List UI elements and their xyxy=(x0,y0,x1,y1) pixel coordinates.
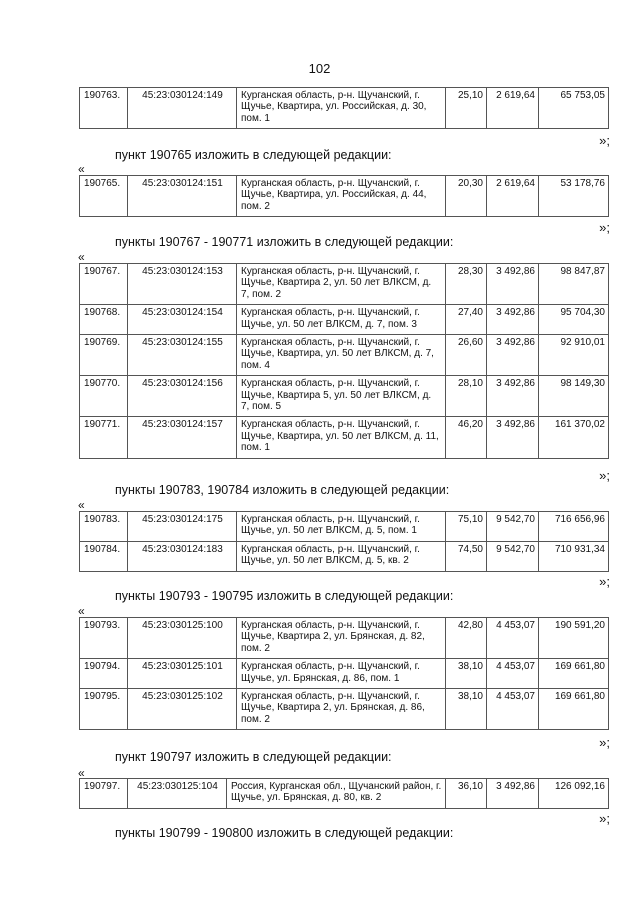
cadastral-number: 45:23:030125:101 xyxy=(128,659,237,689)
instruction-text: пункты 190783, 190784 изложить в следующей редакции: xyxy=(115,483,450,497)
cadastral-value-cell: 98 149,30 xyxy=(539,376,609,417)
closing-quote: »; xyxy=(599,574,610,589)
table-row xyxy=(80,176,609,217)
row-number: 190795. xyxy=(80,689,128,730)
address-cell: Курганская область, р-н. Щучанский, г. Щучье, Квартира 2, ул. Брянская, д. 82, пом. 2 xyxy=(237,618,446,659)
address-cell: Курганская область, р-н. Щучанский, г. Щучье, ул. 50 лет ВЛКСМ, д. 5, пом. 1 xyxy=(237,512,446,542)
cadastral-number: 45:23:030125:100 xyxy=(128,618,237,659)
area-cell: 38,10 xyxy=(446,659,487,689)
cadastral-number: 45:23:030124:151 xyxy=(128,176,237,217)
opening-quote: « xyxy=(78,162,85,176)
cadastral-price-cell: 2 619,64 xyxy=(487,176,539,217)
closing-quote: »; xyxy=(599,220,610,235)
instruction-text: пункт 190797 изложить в следующей редакции: xyxy=(115,750,392,764)
area-cell: 20,30 xyxy=(446,176,487,217)
cadastral-price-cell: 9 542,70 xyxy=(487,541,539,571)
row-number: 190784. xyxy=(80,541,128,571)
register-table xyxy=(79,617,609,730)
row-number: 190783. xyxy=(80,512,128,542)
row-number: 190770. xyxy=(80,376,128,417)
table-row xyxy=(80,417,609,458)
cadastral-value-cell: 53 178,76 xyxy=(539,176,609,217)
cadastral-value-cell: 161 370,02 xyxy=(539,417,609,458)
cadastral-value-cell: 169 661,80 xyxy=(539,689,609,730)
address-cell: Курганская область, р-н. Щучанский, г. Щучье, Квартира 2, ул. Брянская, д. 86, пом. 2 xyxy=(237,689,446,730)
address-cell: Курганская область, р-н. Щучанский, г. Щучье, Квартира, ул. 50 лет ВЛКСМ, д. 11, пом. 1 xyxy=(237,417,446,458)
row-number: 190765. xyxy=(80,176,128,217)
table-row xyxy=(80,659,609,689)
instruction-text: пункт 190765 изложить в следующей редакции: xyxy=(115,148,392,162)
row-number: 190769. xyxy=(80,335,128,376)
area-cell: 75,10 xyxy=(446,512,487,542)
cadastral-price-cell: 4 453,07 xyxy=(487,659,539,689)
area-cell: 25,10 xyxy=(446,88,487,129)
area-cell: 26,60 xyxy=(446,335,487,376)
register-table xyxy=(79,87,609,129)
area-cell: 38,10 xyxy=(446,689,487,730)
table-row xyxy=(80,264,609,305)
address-cell: Курганская область, р-н. Щучанский, г. Щучье, ул. 50 лет ВЛКСМ, д. 7, пом. 3 xyxy=(237,305,446,335)
cadastral-value-cell: 98 847,87 xyxy=(539,264,609,305)
cadastral-value-cell: 92 910,01 xyxy=(539,335,609,376)
cadastral-number: 45:23:030124:157 xyxy=(128,417,237,458)
cadastral-number: 45:23:030125:104 xyxy=(128,779,227,809)
row-number: 190771. xyxy=(80,417,128,458)
cadastral-price-cell: 9 542,70 xyxy=(487,512,539,542)
cadastral-number: 45:23:030124:155 xyxy=(128,335,237,376)
table-row xyxy=(80,618,609,659)
table-row xyxy=(80,376,609,417)
cadastral-value-cell: 95 704,30 xyxy=(539,305,609,335)
table-row xyxy=(80,335,609,376)
cadastral-value-cell: 65 753,05 xyxy=(539,88,609,129)
opening-quote: « xyxy=(78,498,85,512)
cadastral-value-cell: 716 656,96 xyxy=(539,512,609,542)
cadastral-price-cell: 3 492,86 xyxy=(487,376,539,417)
row-number: 190797. xyxy=(80,779,128,809)
instruction-text: пункты 190767 - 190771 изложить в следующей редакции: xyxy=(115,235,454,249)
cadastral-value-cell: 190 591,20 xyxy=(539,618,609,659)
area-cell: 27,40 xyxy=(446,305,487,335)
cadastral-price-cell: 4 453,07 xyxy=(487,689,539,730)
cadastral-price-cell: 4 453,07 xyxy=(487,618,539,659)
closing-quote: »; xyxy=(599,468,610,483)
cadastral-price-cell: 3 492,86 xyxy=(487,335,539,376)
closing-quote: »; xyxy=(599,811,610,826)
address-cell: Россия, Курганская обл., Щучанский район, г. Щучье, ул. Брянская, д. 80, кв. 2 xyxy=(227,779,446,809)
cadastral-price-cell: 2 619,64 xyxy=(487,88,539,129)
row-number: 190794. xyxy=(80,659,128,689)
cadastral-value-cell: 169 661,80 xyxy=(539,659,609,689)
row-number: 190767. xyxy=(80,264,128,305)
table-row xyxy=(80,689,609,730)
opening-quote: « xyxy=(78,766,85,780)
opening-quote: « xyxy=(78,250,85,264)
closing-quote: »; xyxy=(599,133,610,148)
cadastral-value-cell: 126 092,16 xyxy=(539,779,609,809)
cadastral-number: 45:23:030125:102 xyxy=(128,689,237,730)
cadastral-price-cell: 3 492,86 xyxy=(487,264,539,305)
table-row xyxy=(80,512,609,542)
table-row xyxy=(80,541,609,571)
area-cell: 28,30 xyxy=(446,264,487,305)
address-cell: Курганская область, р-н. Щучанский, г. Щучье, Квартира, ул. 50 лет ВЛКСМ, д. 7, пом. 4 xyxy=(237,335,446,376)
row-number: 190768. xyxy=(80,305,128,335)
cadastral-value-cell: 710 931,34 xyxy=(539,541,609,571)
address-cell: Курганская область, р-н. Щучанский, г. Щучье, Квартира 5, ул. 50 лет ВЛКСМ, д. 7, пом. 5 xyxy=(237,376,446,417)
cadastral-number: 45:23:030124:149 xyxy=(128,88,237,129)
cadastral-price-cell: 3 492,86 xyxy=(487,305,539,335)
table-row xyxy=(80,779,609,809)
opening-quote: « xyxy=(78,604,85,618)
page-number: 102 xyxy=(308,61,331,76)
address-cell: Курганская область, р-н. Щучанский, г. Щучье, Квартира, ул. Российская, д. 30, пом. 1 xyxy=(237,88,446,129)
instruction-text: пункты 190799 - 190800 изложить в следующей редакции: xyxy=(115,826,454,840)
area-cell: 46,20 xyxy=(446,417,487,458)
address-cell: Курганская область, р-н. Щучанский, г. Щучье, Квартира 2, ул. 50 лет ВЛКСМ, д. 7, пом. 2 xyxy=(237,264,446,305)
register-table xyxy=(79,263,609,459)
cadastral-number: 45:23:030124:175 xyxy=(128,512,237,542)
cadastral-price-cell: 3 492,86 xyxy=(487,417,539,458)
cadastral-price-cell: 3 492,86 xyxy=(487,779,539,809)
cadastral-number: 45:23:030124:183 xyxy=(128,541,237,571)
table-row xyxy=(80,305,609,335)
closing-quote: »; xyxy=(599,735,610,750)
cadastral-number: 45:23:030124:153 xyxy=(128,264,237,305)
area-cell: 28,10 xyxy=(446,376,487,417)
address-cell: Курганская область, р-н. Щучанский, г. Щучье, ул. 50 лет ВЛКСМ, д. 5, кв. 2 xyxy=(237,541,446,571)
area-cell: 42,80 xyxy=(446,618,487,659)
cadastral-number: 45:23:030124:156 xyxy=(128,376,237,417)
address-cell: Курганская область, р-н. Щучанский, г. Щучье, ул. Брянская, д. 86, пом. 1 xyxy=(237,659,446,689)
row-number: 190763. xyxy=(80,88,128,129)
row-number: 190793. xyxy=(80,618,128,659)
register-table xyxy=(79,511,609,572)
cadastral-number: 45:23:030124:154 xyxy=(128,305,237,335)
register-table xyxy=(79,175,609,217)
instruction-text: пункты 190793 - 190795 изложить в следующей редакции: xyxy=(115,589,454,603)
area-cell: 36,10 xyxy=(446,779,487,809)
area-cell: 74,50 xyxy=(446,541,487,571)
table-row xyxy=(80,88,609,129)
address-cell: Курганская область, р-н. Щучанский, г. Щучье, Квартира, ул. Российская, д. 44, пом. 2 xyxy=(237,176,446,217)
register-table xyxy=(79,778,609,809)
